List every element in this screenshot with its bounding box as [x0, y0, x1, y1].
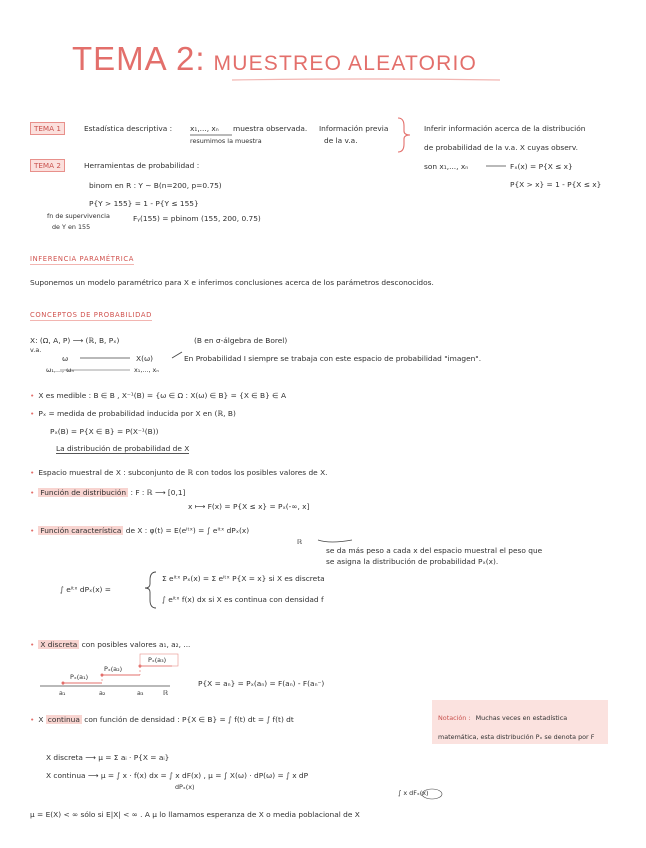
- step-lines: [63, 666, 172, 683]
- conceptos-map: X: (Ω, A, P) ⟶ (ℝ, B, Pₓ): [30, 336, 120, 345]
- discreta-label: X discreta: [40, 640, 78, 649]
- fdist2-text: x ⟼ F(x) = P{X ≤ x} = Pₓ(-∞, x]: [188, 502, 310, 511]
- tema1-summary: resumimos la muestra: [190, 137, 262, 145]
- mu-discreta: X discreta ⟶ μ = Σ aᵢ · P{X = aᵢ}: [46, 753, 170, 762]
- conceptos-va: v.a.: [30, 346, 42, 354]
- tema1-observed: muestra observada.: [233, 124, 308, 133]
- fcar-bracket: [318, 540, 352, 542]
- step-label-1: Pₓ(a₁): [70, 673, 89, 681]
- tick-a3: a₃: [137, 689, 144, 697]
- tema2-fy: Fᵧ(155) = pbinom (155, 200, 0.75): [133, 214, 261, 223]
- imagen-arrow: [172, 352, 182, 358]
- tema1-infer1: Inferir información acerca de la distribución: [424, 124, 586, 133]
- fcar-note1: se da más peso a cada x del espacio muestral el peso que: [326, 546, 543, 555]
- tick-r: ℝ: [163, 689, 169, 697]
- step-label-2: Pₓ(a₂): [104, 665, 123, 673]
- tick-a2: a₂: [99, 689, 106, 697]
- integral-lhs: ∫ eⁱᵗˣ dPₓ(x) =: [60, 585, 111, 594]
- tick-a1: a₁: [59, 689, 66, 697]
- tema2-survival: fn de supervivencia: [47, 212, 110, 220]
- medible-text: X es medible : B ∈ B , X⁻¹(B) = {ω ∈ Ω : X(ω) ∈ B} = {X ∈ B} ∈ A: [38, 391, 287, 400]
- tema1-prior: Información previa: [319, 124, 389, 133]
- case-discrete: Σ eⁱᵗˣ Pₓ(x) = Σ eⁱᵗˣ P{X = x} si X es discreta: [162, 574, 325, 583]
- conceptos-xs: x₁,..., xₙ: [134, 366, 159, 374]
- conceptos-heading: CONCEPTOS DE PROBABILIDAD: [30, 311, 152, 319]
- fdist-label: Función de distribución: [40, 488, 127, 497]
- inferencia-text: Suponemos un modelo paramétrico para X e inferimos conclusiones acerca de los parámetros desconocidos.: [30, 278, 434, 287]
- final-text: μ = E(X) < ∞ sólo si E|X| < ∞ . A μ lo llamamos esperanza de X o media poblacional de X: [30, 810, 360, 819]
- discreta-text: con posibles valores a₁, a₂, ...: [81, 640, 191, 649]
- pxb-text: Pₓ(B) = P{X ∈ B} = P(X⁻¹(B)): [50, 427, 159, 436]
- fcar-r: ℝ: [297, 538, 303, 546]
- espacio-text: Espacio muestral de X : subconjunto de ℝ con todos los posibles valores de X.: [38, 468, 328, 477]
- tema1-tag: TEMA 1: [30, 122, 65, 135]
- cases-brace: [145, 572, 156, 608]
- conceptos-xw: X(ω): [136, 354, 154, 363]
- bullet-discreta: • X discreta con posibles valores a₁, a₂, ...: [30, 640, 191, 649]
- tema1-infer2: de probabilidad de la v.a. X cuyas observ.: [424, 143, 578, 152]
- continua-text: con función de densidad : P{X ∈ B} = ∫ f(t) dt = ∫ f(t) dt: [84, 715, 294, 724]
- step-point-2: [101, 674, 104, 677]
- notacion-label: Notación :: [438, 714, 471, 722]
- step-label-3: Pₓ(a₃): [148, 656, 167, 664]
- bullet-px: • Pₓ = medida de probabilidad inducida por X en (ℝ, B): [30, 409, 236, 418]
- dist-underlined: La distribución de probabilidad de X: [56, 444, 190, 453]
- continua-label: continua: [47, 715, 80, 724]
- step-point-1: [62, 682, 65, 685]
- tema2-label: Herramientas de probabilidad :: [84, 161, 200, 170]
- fcar-note2: se asigna la distribución de probabilidad Pₓ(x).: [326, 557, 499, 566]
- case-continuous: ∫ eⁱᵗˣ f(x) dx si X es continua con densidad f: [162, 595, 324, 604]
- tema1-sample: x₁,..., xₙ: [190, 124, 219, 133]
- tema1-infer3: son x₁,..., xₙ: [424, 162, 469, 171]
- dpx-label: dPₓ(x): [175, 783, 195, 791]
- bullet-espacio: • Espacio muestral de X : subconjunto de ℝ con todos los posibles valores de X.: [30, 468, 328, 477]
- conceptos-imagen: En Probabilidad I siempre se trabaja con este espacio de probabilidad "imagen".: [184, 354, 482, 363]
- tema2-tag: TEMA 2: [30, 159, 65, 172]
- fcar-label: Función característica: [40, 526, 122, 535]
- conceptos-omegas: ω₁,..., ωₙ: [46, 366, 74, 374]
- tema1-of-va: de la v.a.: [324, 136, 358, 145]
- tema1-label: Estadística descriptiva :: [84, 124, 173, 133]
- step-box: [140, 654, 178, 666]
- title-main: TEMA 2:: [72, 40, 206, 77]
- tema1-brace: [398, 118, 410, 152]
- pmf-text: P{X = aₙ} = Pₓ(aₙ) = F(aₙ) - F(aₙ⁻): [198, 679, 325, 688]
- tema2-survival2: de Y en 155: [52, 223, 91, 231]
- fdist-def: : F : ℝ ⟶ [0,1]: [130, 488, 186, 497]
- tema2-binom: binom en R : Y ~ B(n=200, p=0.75): [89, 181, 222, 190]
- notacion-text: Muchas veces en estadística matemática, esta distribución Pₓ se denota por F: [438, 714, 595, 741]
- tema2-prob: P{Y > 155} = 1 - P{Y ≤ 155}: [89, 199, 199, 208]
- bullet-medible: • X es medible : B ∈ B , X⁻¹(B) = {ω ∈ Ω : X(ω) ∈ B} = {X ∈ B} ∈ A: [30, 391, 287, 400]
- tema1-complement: P{X > x} = 1 - P{X ≤ x}: [510, 180, 602, 189]
- tema1-cdf: Fₓ(x) = P{X ≤ x}: [510, 162, 573, 171]
- bullet-continua: • X continua con función de densidad : P{X ∈ B} = ∫ f(t) dt = ∫ f(t) dt: [30, 715, 294, 724]
- mu-continua: X continua ⟶ μ = ∫ x · f(x) dx = ∫ x dF(x) , μ = ∫ X(ω) · dP(ω) = ∫ x dP: [46, 771, 309, 780]
- px-text: Pₓ = medida de probabilidad inducida por X en (ℝ, B): [38, 409, 236, 418]
- int-circle: [422, 789, 442, 799]
- bullet-fcar: • Función característica de X : φ(t) = E(eⁱᵗˣ) = ∫ eⁱᵗˣ dPₓ(x): [30, 526, 250, 535]
- inferencia-heading: INFERENCIA PARAMÉTRICA: [30, 255, 134, 263]
- fcar-def: de X : φ(t) = E(eⁱᵗˣ) = ∫ eⁱᵗˣ dPₓ(x): [125, 526, 250, 535]
- int-small: ∫ x dFₓ(x): [398, 789, 429, 797]
- title-underline: [232, 79, 500, 80]
- conceptos-omega: ω: [62, 354, 69, 363]
- conceptos-borel: (B en σ-álgebra de Borel): [194, 336, 288, 345]
- bullet-fdist: • Función de distribución : F : ℝ ⟶ [0,1]: [30, 488, 186, 497]
- title-sub: MUESTREO ALEATORIO: [213, 52, 478, 75]
